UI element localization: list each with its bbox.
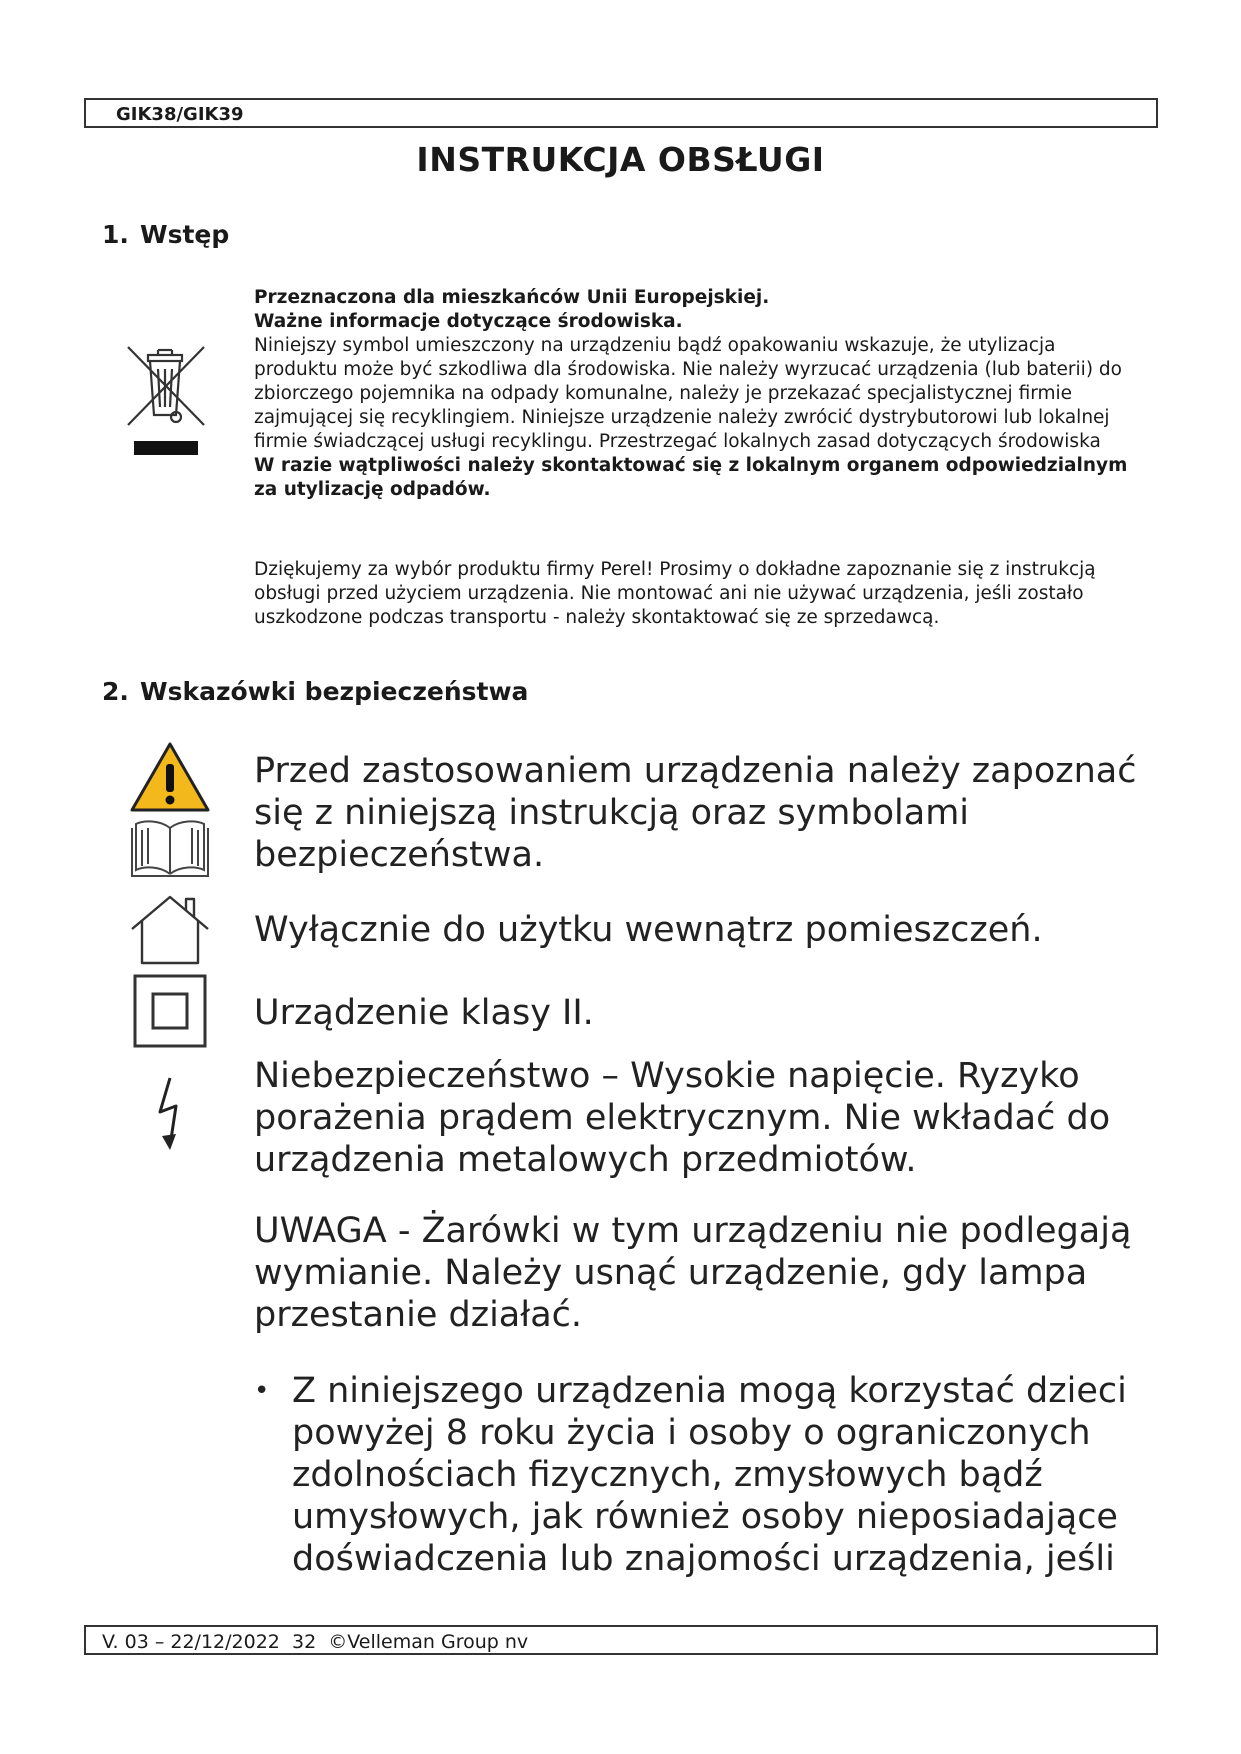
class-ii-text: Urządzenie klasy II.	[254, 993, 594, 1033]
footer-version: V. 03 – 22/12/2022	[102, 1631, 280, 1653]
section-1-number: 1.	[102, 220, 129, 249]
eu-line-2: Ważne informacje dotyczące środowiska.	[254, 311, 683, 332]
weee-notice	[254, 286, 1134, 502]
section-2-heading	[102, 677, 528, 706]
footer-page: 32	[292, 1631, 317, 1653]
children-text: Z niniejszego urządzenia mogą korzystać dzieci powyżej 8 roku życia i osoby o ograniczonych zdolnościach fizycznych, zmysłowych bądź umysłowych, jak również osoby nieposiadające doświadczenia lub znajomości urządzenia, jeśli	[292, 1371, 1127, 1579]
house-icon	[128, 893, 212, 967]
page-title: INSTRUKCJA OBSŁUGI	[416, 140, 825, 179]
indoor-use-text: Wyłącznie do użytku wewnątrz pomieszczeń.	[254, 910, 1043, 950]
bullet-dot: •	[254, 1376, 270, 1406]
section-1-title: Wstęp	[140, 220, 230, 249]
footer-line	[102, 1631, 528, 1653]
eu-body: Niniejszy symbol umieszczony na urządzeniu bądź opakowaniu wskazuje, że utylizacja produktu może być szkodliwa dla środowiska. Nie należy wyrzucać urządzenia (lub baterii) do zbiorczego pojemnika na odpady komunalne, należy je przekazać specjalistycznej firmie zajmującej się recyklingiem. Niniejsze urządzenie należy zwrócić dystrybutorowi lub lokalnej firmie świadczącej usługi recyklingu. Przestrzegać lokalnych zasad dotyczących środowiska	[254, 335, 1122, 452]
open-book-icon	[130, 816, 210, 878]
warning-triangle-icon	[128, 740, 212, 814]
section-1-heading	[102, 220, 229, 249]
footer-box	[84, 1625, 1158, 1655]
lightning-bolt-icon	[152, 1076, 188, 1152]
eu-line-1: Przeznaczona dla mieszkańców Unii Europejskiej.	[254, 287, 770, 308]
double-square-icon	[132, 973, 208, 1049]
header-model: GIK38/GIK39	[116, 104, 244, 125]
section-2-number: 2.	[102, 677, 129, 706]
high-voltage-text: Niebezpieczeństwo – Wysokie napięcie. Ryzyko porażenia prądem elektrycznym. Nie wkładać do urządzenia metalowych przedmiotów.	[254, 1056, 1111, 1180]
header-box	[84, 98, 1158, 128]
children-bullet	[254, 1370, 1154, 1580]
footer-copyright: ©Velleman Group nv	[328, 1631, 529, 1653]
bulbs-warning-text: UWAGA - Żarówki w tym urządzeniu nie podlegają wymianie. Należy usnąć urządzenie, gdy lampa przestanie działać.	[254, 1211, 1132, 1335]
eu-bold-note: W razie wątpliwości należy skontaktować się z lokalnym organem odpowiedzialnym za utylizację odpadów.	[254, 455, 1128, 500]
thanks-paragraph: Dziękujemy za wybór produktu firmy Perel! Prosimy o dokładne zapoznanie się z instrukcją obsługi przed użyciem urządzenia. Nie montować ani nie używać urządzenia, jeśli zostało uszkodzone podczas transportu - należy skontaktować się ze sprzedawcą.	[254, 559, 1096, 628]
read-manual-text: Przed zastosowaniem urządzenia należy zapoznać się z niniejszą instrukcją oraz symbolami bezpieczeństwa.	[254, 751, 1137, 875]
section-2-title: Wskazówki bezpieczeństwa	[140, 677, 529, 706]
crossed-out-bin-icon	[124, 345, 208, 465]
